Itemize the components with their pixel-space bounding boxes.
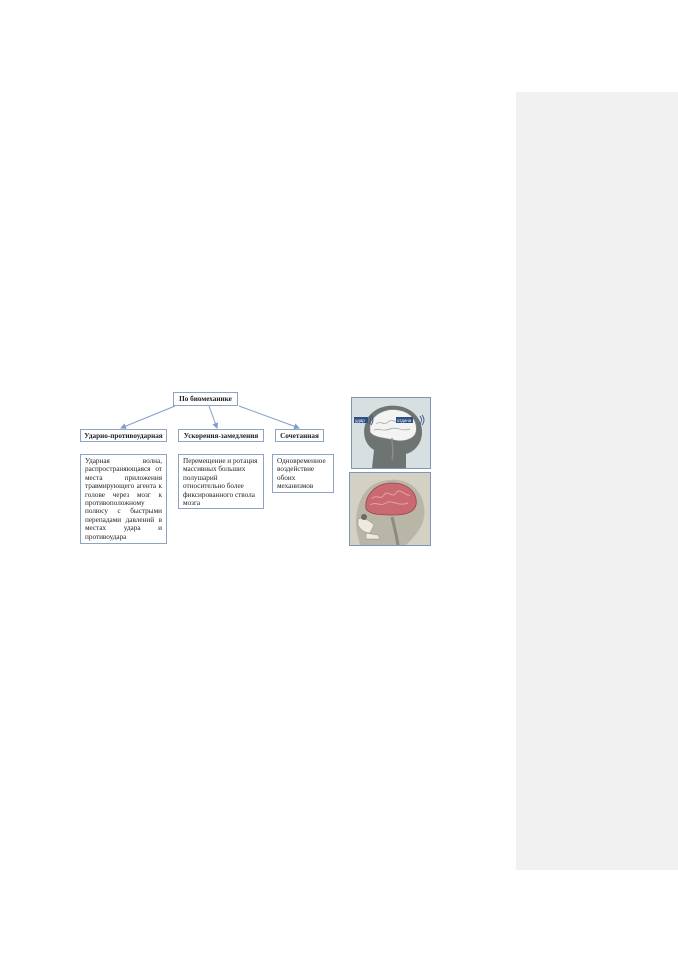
- comment-pane: [516, 92, 678, 870]
- biomechanics-diagram: [77, 386, 339, 548]
- branch-title-impact: Ударно-противоударная: [80, 429, 167, 442]
- branch-title-combined: Сочетанная: [275, 429, 324, 442]
- branch-description-combined: Одновременное воздействие обоих механизмов: [272, 454, 334, 493]
- branch-description-acceleration: Перемещение и ротация массивных больших полушарий относительно более фиксированного ствола мозга: [178, 454, 264, 509]
- impact-label: удар: [355, 418, 365, 423]
- branch-description-impact: Ударная волна, распространяющаяся от места приложения травмирующего агента к голове через мозг к противоположному полюсу с быстрыми перепадами давлений в местах удара и противоудара: [80, 454, 167, 544]
- root-node: По биомеханике: [173, 392, 238, 406]
- branch-title-acceleration: Ускорения-замедления: [178, 429, 264, 442]
- biomechanics-figure: [77, 386, 436, 548]
- rebound-label: отдача: [397, 418, 412, 423]
- skull-brain-anatomy-illustration: [349, 472, 431, 546]
- head-brain-impact-illustration: [351, 397, 431, 469]
